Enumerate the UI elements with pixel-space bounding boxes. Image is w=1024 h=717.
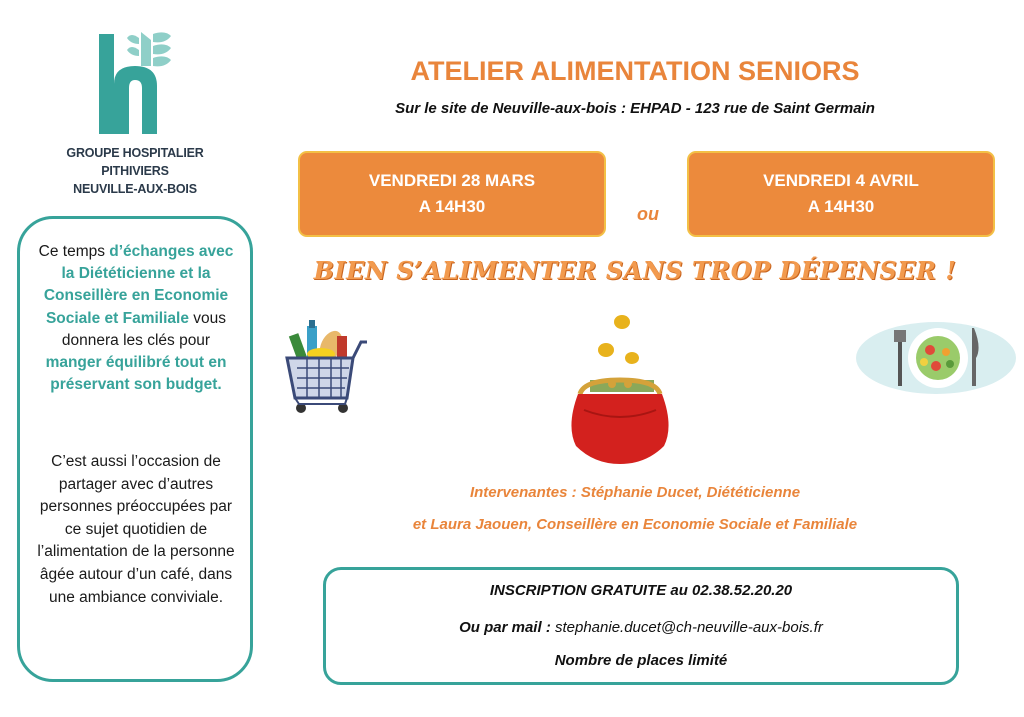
info-paragraph-2: C’est aussi l’occasion de partager avec d’autres personnes préoccupées par ce sujet quotidien de l’alimentation de la personne âgée autour d’un café, dans une ambiance conviviale. [37,453,235,606]
slogan: BIEN S’ALIMENTER SANS TROP DÉPENSER ! [313,256,957,285]
or-connector: ou [637,204,659,224]
info-text: Ce temps [38,243,110,260]
date-box-first [298,151,606,237]
registration-phone-number: au 02.38.52.20.20 [666,582,793,599]
info-highlight: manger équilibré tout en préservant son budget. [45,354,227,394]
location-subtitle: Sur le site de Neuville-aux-bois : EHPAD - 123 rue de Saint Germain [395,100,875,117]
logo-line-3: NEUVILLE-AUX-BOIS [73,182,197,196]
purse-coins-icon [560,314,680,466]
date-box-second [687,151,995,237]
registration-phone [323,582,959,599]
shopping-cart-icon [283,318,369,416]
info-text: vous donnera les clés pour [61,309,227,349]
logo-h-mark [95,26,175,138]
hospital-logo [60,26,210,206]
registration-mail-label: Ou par mail : [459,619,555,636]
date-day: VENDREDI 28 MARS [368,171,536,190]
page-title: ATELIER ALIMENTATION SENIORS [410,56,860,86]
speakers-line-1: Intervenantes : Stéphanie Ducet, Diététicienne [469,484,801,501]
logo-line-2: PITHIVIERS [101,164,169,178]
info-paragraph-1 [36,241,236,396]
registration-limited: Nombre de places limité [554,652,728,669]
registration-mail [323,619,959,636]
date-time: A 14H30 [807,197,875,216]
logo-line-1: GROUPE HOSPITALIER [66,146,204,160]
info-highlight: d’échanges avec la Diététicienne et la Conseillère en Economie Sociale et Familiale [43,243,234,327]
date-time: A 14H30 [418,197,486,216]
speakers-line-2: et Laura Jaouen, Conseillère en Economie Sociale et Familiale [412,516,858,533]
plate-cutlery-icon [856,318,1016,394]
registration-email-link[interactable]: stephanie.ducet@ch-neuville-aux-bois.fr [554,619,823,636]
registration-free-label: INSCRIPTION GRATUITE [489,582,667,599]
date-day: VENDREDI 4 AVRIL [763,171,919,190]
